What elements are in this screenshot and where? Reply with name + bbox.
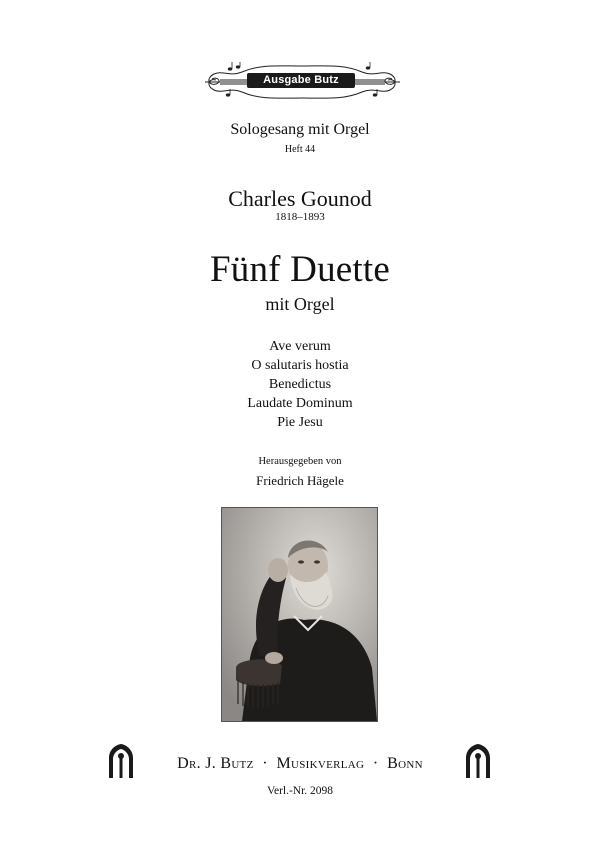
series-title: Sologesang mit Orgel	[230, 121, 370, 138]
verlag-number: Verl.-Nr. 2098	[266, 785, 334, 797]
composer-portrait-photo	[221, 507, 378, 722]
publisher-separator: ·	[262, 755, 268, 772]
pieces-list	[0, 337, 600, 432]
publisher-name	[0, 755, 600, 773]
publisher-city: Bonn	[387, 755, 423, 772]
piece-item: Ave verum	[269, 339, 331, 354]
work-subtitle: mit Orgel	[265, 294, 335, 314]
gothic-window-icon	[465, 744, 491, 778]
series-heft-number: Heft 44	[284, 144, 316, 155]
logo-badge: Ausgabe Butz	[247, 73, 355, 88]
editor-label: Herausgegeben von	[258, 456, 342, 467]
piece-item: Pie Jesu	[277, 415, 323, 430]
piece-item: Benedictus	[268, 377, 332, 392]
publisher-name-part1: Dr. J. Butz	[177, 755, 254, 772]
composer-name: Charles Gounod	[228, 186, 372, 211]
piece-item: O salutaris hostia	[251, 358, 349, 373]
publisher-line	[0, 744, 600, 784]
publisher-separator: ·	[372, 755, 379, 772]
portrait-image	[222, 508, 377, 721]
editor-name: Friedrich Hägele	[256, 473, 344, 488]
work-title: Fünf Duette	[210, 249, 390, 290]
piece-item: Laudate Dominum	[247, 396, 353, 411]
publisher-name-part2: Musikverlag	[276, 755, 365, 772]
composer-dates: 1818–1893	[275, 211, 325, 223]
